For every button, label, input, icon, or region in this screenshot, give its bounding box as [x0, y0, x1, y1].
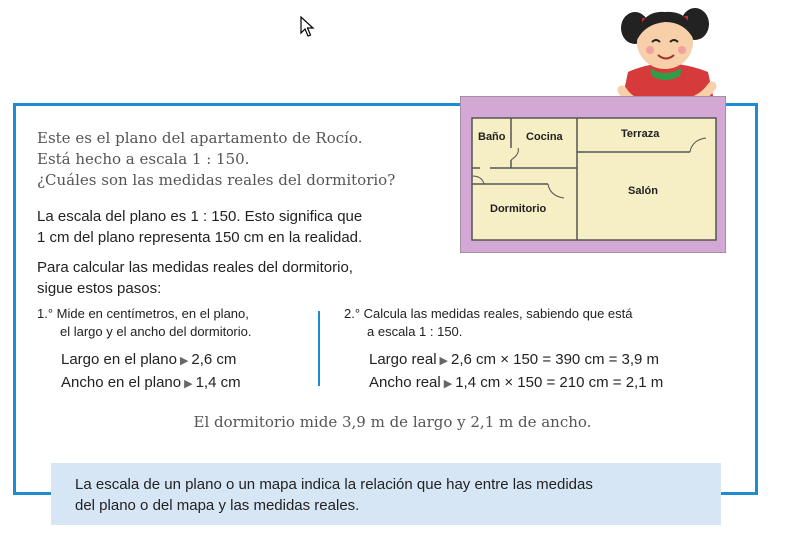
- measurement-row: [369, 349, 663, 372]
- measurement-label: Largo real: [369, 351, 437, 368]
- measurement-value: 1,4 cm × 150 = 210 cm = 2,1 m: [455, 374, 664, 391]
- scale-line: La escala del plano es 1 : 150. Esto significa que: [37, 208, 363, 225]
- plan-measurements: [61, 349, 241, 395]
- intro-question: ¿Cuáles son las medidas reales del dormitorio?: [37, 171, 396, 189]
- note-line: del plano o del mapa y las medidas reales.: [75, 497, 360, 514]
- room-label-dormitorio: Dormitorio: [490, 203, 547, 215]
- triangle-right-icon: ▶: [439, 355, 449, 367]
- step-1: [37, 305, 252, 341]
- triangle-right-icon: ▶: [184, 378, 193, 390]
- intro-line: Está hecho a escala 1 : 150.: [37, 150, 250, 168]
- real-measurements: [369, 349, 663, 395]
- measurement-row: [369, 372, 663, 395]
- scale-explanation: [37, 206, 362, 248]
- conclusion-text: El dormitorio mide 3,9 m de largo y 2,1 m de ancho.: [193, 413, 592, 431]
- step-2-line: 2.° Calcula las medidas reales, sabiendo que está: [344, 306, 633, 321]
- note-line: La escala de un plano o un mapa indica la relación que hay entre las medidas: [75, 476, 593, 493]
- calc-instructions: [37, 257, 353, 299]
- definition-note: [51, 463, 721, 525]
- room-label-cocina: Cocina: [526, 131, 563, 143]
- room-label-bano: Baño: [478, 131, 506, 143]
- triangle-right-icon: ▶: [179, 355, 189, 367]
- measurement-value: 2,6 cm × 150 = 390 cm = 3,9 m: [451, 351, 660, 368]
- step-2: [344, 305, 632, 341]
- measurement-label: Largo en el plano: [61, 351, 177, 368]
- triangle-right-icon: ▶: [443, 378, 453, 390]
- girl-illustration: [600, 0, 730, 110]
- scale-line: 1 cm del plano representa 150 cm en la realidad.: [37, 229, 363, 246]
- mouse-cursor-icon: [300, 16, 316, 38]
- measurement-row: [61, 349, 241, 372]
- column-divider: [318, 311, 320, 386]
- measurement-label: Ancho real: [369, 374, 441, 391]
- apartment-floor-plan: [460, 96, 726, 253]
- measurement-label: Ancho en el plano: [61, 374, 182, 391]
- measurement-value: 2,6 cm: [191, 351, 237, 368]
- intro-paragraph: [37, 128, 457, 191]
- room-label-terraza: Terraza: [621, 128, 660, 140]
- measurement-value: 1,4 cm: [195, 374, 241, 391]
- calc-line: sigue estos pasos:: [37, 280, 162, 297]
- step-2-line: a escala 1 : 150.: [367, 324, 463, 339]
- step-1-line: 1.° Mide en centímetros, en el plano,: [37, 306, 249, 321]
- intro-line: Este es el plano del apartamento de Rocío.: [37, 129, 363, 147]
- calc-line: Para calcular las medidas reales del dormitorio,: [37, 259, 353, 276]
- step-1-line: el largo y el ancho del dormitorio.: [60, 324, 252, 339]
- measurement-row: [61, 372, 241, 395]
- room-label-salon: Salón: [628, 185, 658, 197]
